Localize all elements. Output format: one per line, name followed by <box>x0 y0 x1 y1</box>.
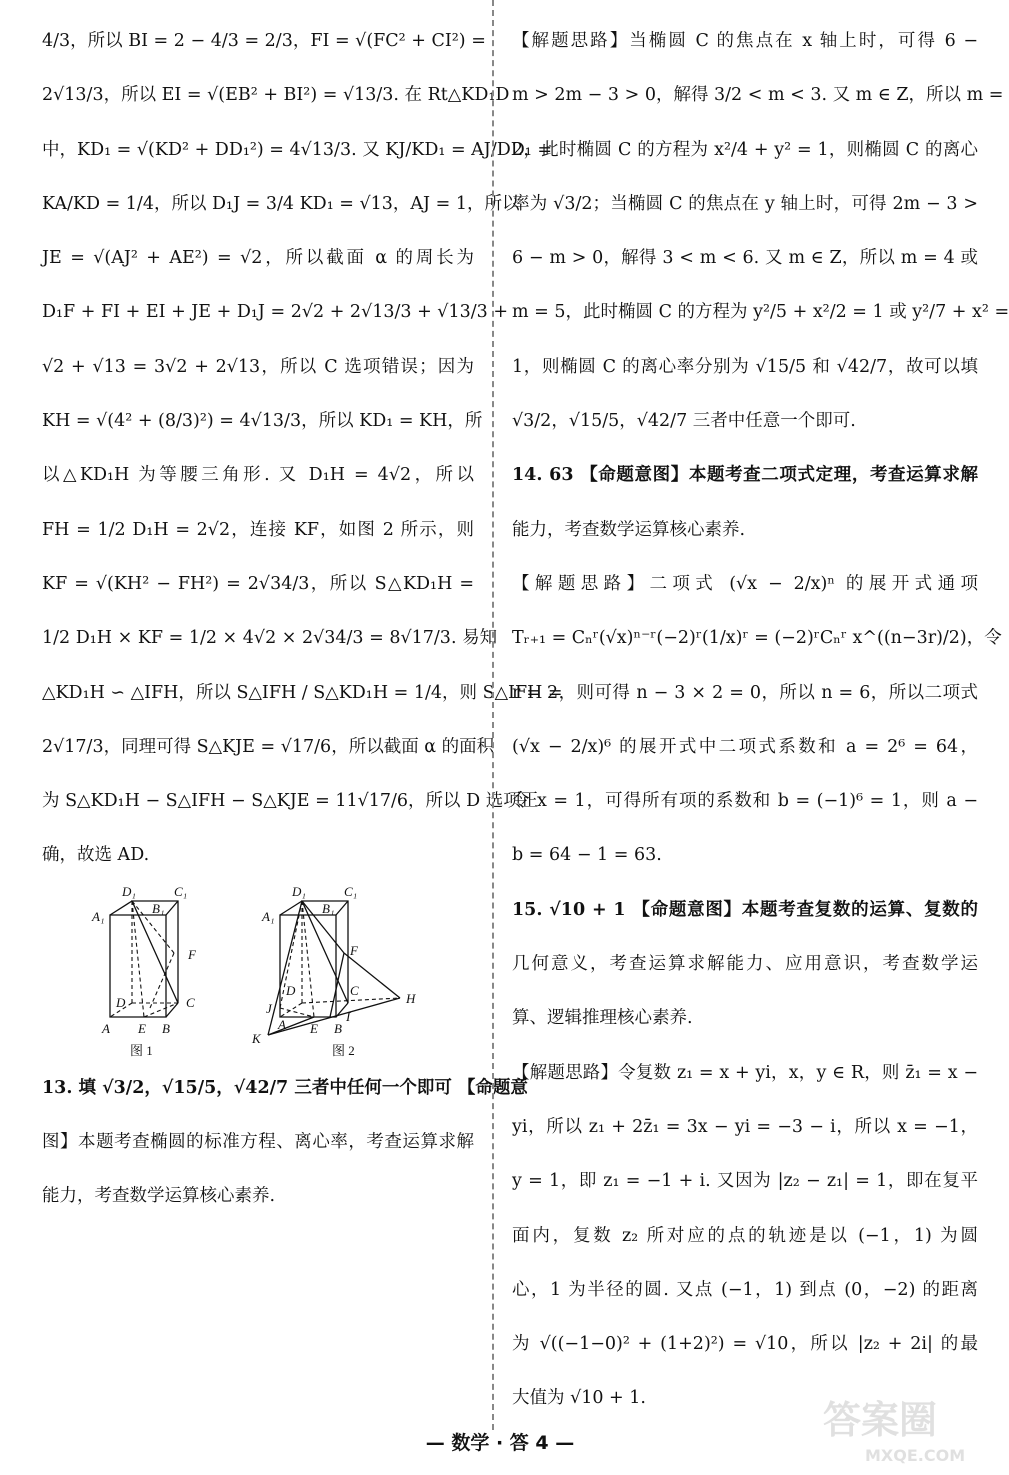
text-line: m = 5，此时椭圆 C 的方程为 y²/5 + x²/2 = 1 或 y²/7 + x² = <box>512 302 1009 323</box>
text-line: Tᵣ₊₁ = Cₙʳ(√x)ⁿ⁻ʳ(−2)ʳ(1/x)ʳ = (−2)ʳCₙʳ x^((n−3r)/2)，令 <box>512 628 1002 649</box>
text-line: 2√13/3，所以 EI = √(EB² + BI²) = √13/3. 在 Rt△KD₁D <box>42 85 510 106</box>
question-13-intro <box>42 1061 528 1224</box>
text-line: 2，此时椭圆 C 的方程为 x²/4 + y² = 1，则椭圆 C 的离心 <box>512 139 978 160</box>
right-column <box>512 14 1009 1426</box>
label-C: C <box>350 982 359 998</box>
label-B: B <box>162 1020 170 1036</box>
text-line: 几何意义，考查运算求解能力、应用意识，考查数学运 <box>512 954 978 975</box>
text-line: 为 S△KD₁H − S△IFH − S△KJE = 11√17/6，所以 D 选项正 <box>42 791 539 812</box>
text-line: 能力，考查数学运算核心素养. <box>512 519 746 540</box>
label-B: B <box>334 1020 342 1036</box>
label-C1: C₁ <box>174 883 188 899</box>
text-line: D₁F + FI + EI + JE + D₁J = 2√2 + 2√13/3 + √13/3 + <box>42 302 508 323</box>
label-J: J <box>266 1000 272 1016</box>
label-A: A <box>102 1020 110 1036</box>
text-line: y = 1，即 z₁ = −1 + i. 又因为 |z₂ − z₁| = 1，即在复平 <box>512 1171 978 1192</box>
figures <box>42 883 474 1061</box>
left-column <box>42 14 563 1224</box>
label-A1: A₁ <box>92 908 105 924</box>
text-line: 【解题思路】令复数 z₁ = x + yi，x，y ∈ R，则 z̄₁ = x − <box>512 1062 978 1083</box>
watermark-logo <box>815 1389 990 1467</box>
label-A1: A₁ <box>262 908 275 924</box>
text-line: 令 x = 1，可得所有项的系数和 b = (−1)⁶ = 1，则 a − <box>512 791 978 812</box>
label-B1: B₁ <box>152 900 165 916</box>
text-line: 【解题思路】二项式 (√x − 2/x)ⁿ 的展开式通项 <box>512 573 978 594</box>
text-line: 【解题思路】当椭圆 C 的焦点在 x 轴上时，可得 6 − <box>512 31 978 51</box>
watermark-text: 答案圈 <box>823 1398 938 1442</box>
figure-1-caption: 图 1 <box>130 1042 153 1058</box>
text-line: 率为 √3/2；当椭圆 C 的焦点在 y 轴上时，可得 2m − 3 > <box>512 193 978 214</box>
label-D: D <box>116 994 126 1010</box>
text-line: 中，KD₁ = √(KD² + DD₁²) = 4√13/3. 又 KJ/KD₁ = AJ/DD₁ = <box>42 139 553 160</box>
text-line: √3/2，√15/5，√42/7 三者中任意一个即可. <box>512 411 856 432</box>
text-line: 确，故选 AD. <box>42 845 150 866</box>
label-F: F <box>350 942 358 958</box>
text-line: b = 64 − 1 = 63. <box>512 845 662 866</box>
label-E: E <box>138 1020 146 1036</box>
label-D1: D₁ <box>292 883 306 899</box>
column-divider <box>492 0 494 1430</box>
solution-text-left <box>42 14 563 883</box>
text-line: FH = 1/2 D₁H = 2√2，连接 KF，如图 2 所示，则 <box>42 519 474 540</box>
text-line: m > 2m − 3 > 0，解得 3/2 < m < 3. 又 m ∈ Z，所以 m = <box>512 85 1004 106</box>
label-D: D <box>286 982 296 998</box>
text-line: 大值为 √10 + 1. <box>512 1388 646 1409</box>
text-line: 1/2 D₁H × KF = 1/2 × 4√2 × 2√34/3 = 8√17/3. 易知 <box>42 628 498 649</box>
text-line: √2 + √13 = 3√2 + 2√13，所以 C 选项错误；因为 <box>42 356 474 377</box>
figure-1-diagram <box>90 883 220 1061</box>
text-line: KF = √(KH² − FH²) = 2√34/3，所以 S△KD₁H = <box>42 573 474 594</box>
page-footer: — 数学 · 答 4 — <box>425 1432 575 1454</box>
text-line: 1，则椭圆 C 的离心率分别为 √15/5 和 √42/7，故可以填 <box>512 356 978 377</box>
text-line: r = 2，则可得 n − 3 × 2 = 0，所以 n = 6，所以二项式 <box>512 682 978 703</box>
text-line: JE = √(AJ² + AE²) = √2，所以截面 α 的周长为 <box>42 248 474 269</box>
text-line: △KD₁H ∽ △IFH，所以 S△IFH / S△KD₁H = 1/4，则 S△IFH = <box>42 682 563 703</box>
label-D1: D₁ <box>122 883 136 899</box>
text-line: 14. 63 【命题意图】本题考查二项式定理，考查运算求解 <box>512 465 978 486</box>
text-line: KA/KD = 1/4，所以 D₁J = 3/4 KD₁ = √13，AJ = 1，所以 <box>42 193 520 214</box>
watermark-url: MXQE.COM <box>865 1446 966 1465</box>
text-line: 15. √10 + 1 【命题意图】本题考查复数的运算、复数的 <box>512 899 978 920</box>
text-line: 4/3，所以 BI = 2 − 4/3 = 2/3，FI = √(FC² + CI²) = <box>42 31 486 51</box>
text-line: 6 − m > 0，解得 3 < m < 6. 又 m ∈ Z，所以 m = 4 或 <box>512 248 978 269</box>
text-line: 心，1 为半径的圆. 又点 (−1，1) 到点 (0，−2) 的距离 <box>512 1279 978 1300</box>
figure-2-caption: 图 2 <box>332 1042 355 1058</box>
label-C1: C₁ <box>344 883 358 899</box>
text-line: 算、逻辑推理核心素养. <box>512 1008 693 1029</box>
text-line: 为 √((−1−0)² + (1+2)²) = √10，所以 |z₂ + 2i| 的最 <box>512 1334 978 1355</box>
label-B1: B₁ <box>322 900 335 916</box>
label-C: C <box>186 994 195 1010</box>
text-line: 2√17/3，同理可得 S△KJE = √17/6，所以截面 α 的面积 <box>42 736 495 757</box>
figure-2-diagram <box>250 883 450 1061</box>
question-15 <box>512 883 978 1426</box>
text-line: 能力，考查数学运算核心素养. <box>42 1186 276 1207</box>
text-line: (√x − 2/x)⁶ 的展开式中二项式系数和 a = 2⁶ = 64， <box>512 736 978 757</box>
text-line: 以△KD₁H 为等腰三角形. 又 D₁H = 4√2，所以 <box>42 465 474 486</box>
label-K: K <box>252 1030 261 1046</box>
question-14 <box>512 448 1002 882</box>
text-line: KH = √(4² + (8/3)²) = 4√13/3，所以 KD₁ = KH，所 <box>42 411 483 432</box>
label-E: E <box>310 1020 318 1036</box>
text-line: 13. 填 √3/2，√15/5，√42/7 三者中任何一个即可 【命题意 <box>42 1077 528 1098</box>
label-H: H <box>406 990 416 1006</box>
question-13-solution <box>512 14 1009 448</box>
text-line: 面内，复数 z₂ 所对应的点的轨迹是以 (−1，1) 为圆 <box>512 1225 978 1246</box>
text-line: 图】本题考查椭圆的标准方程、离心率，考查运算求解 <box>42 1132 474 1153</box>
label-A: A <box>278 1016 286 1032</box>
label-F: F <box>188 946 196 962</box>
label-I: I <box>346 1008 351 1024</box>
text-line: yi，所以 z₁ + 2z̄₁ = 3x − yi = −3 − i，所以 x = −1， <box>512 1116 978 1137</box>
